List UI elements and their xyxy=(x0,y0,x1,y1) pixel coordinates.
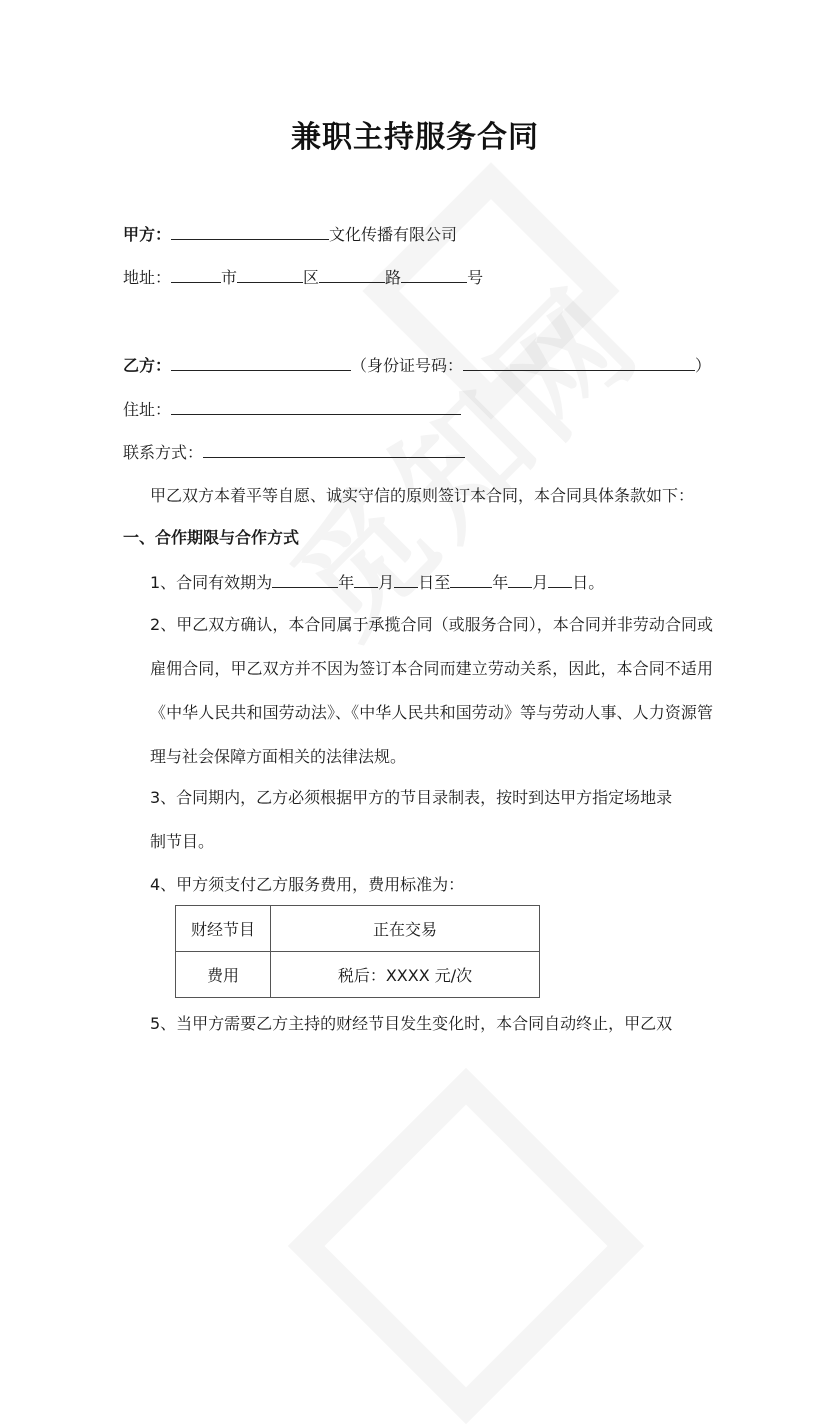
id-number-close: ） xyxy=(695,356,712,375)
party-b-label: 乙方： xyxy=(123,356,172,375)
start-year-field[interactable] xyxy=(272,570,338,588)
fee-table-label: 费用 xyxy=(176,952,271,998)
city-label: 市 xyxy=(221,268,238,287)
id-number-field[interactable] xyxy=(463,353,695,371)
intro-paragraph: 甲乙双方本着平等自愿、诚实守信的原则签订本合同，本合同具体条款如下： xyxy=(150,486,695,505)
party-b-line xyxy=(123,353,711,377)
start-month-field[interactable] xyxy=(354,570,378,588)
party-a-address-line xyxy=(123,265,483,289)
residence-field[interactable] xyxy=(171,397,461,415)
party-a-name-field[interactable] xyxy=(171,222,329,240)
district-label: 区 xyxy=(303,268,320,287)
number-field[interactable] xyxy=(401,265,467,283)
watermark-frame-bottom xyxy=(288,1068,644,1424)
end-month-field[interactable] xyxy=(508,570,532,588)
table-row xyxy=(176,952,540,998)
fee-table xyxy=(175,905,540,998)
contact-field[interactable] xyxy=(203,440,465,458)
party-a-line xyxy=(123,222,457,246)
residence-label: 住址： xyxy=(123,400,172,419)
contact-label: 联系方式： xyxy=(123,443,204,462)
district-field[interactable] xyxy=(237,265,303,283)
item-2-paragraph xyxy=(123,603,713,779)
item-5-text: 5、当甲方需要乙方主持的财经节目发生变化时，本合同自动终止，甲乙双 xyxy=(150,1014,673,1033)
item-3-line-1: 3、合同期内，乙方必须根据甲方的节目录制表，按时到达甲方指定场地录 xyxy=(150,788,673,807)
party-b-name-field[interactable] xyxy=(171,353,351,371)
end-day-field[interactable] xyxy=(548,570,572,588)
residence-line xyxy=(123,397,461,421)
party-a-label: 甲方： xyxy=(123,225,172,244)
id-number-label: （身份证号码： xyxy=(351,356,464,375)
city-field[interactable] xyxy=(171,265,221,283)
fee-table-value: 税后：XXXX 元/次 xyxy=(271,952,540,998)
item-1-term xyxy=(150,570,604,594)
party-a-company-suffix: 文化传播有限公司 xyxy=(329,225,458,244)
year-label: 年 xyxy=(492,573,509,592)
start-day-field[interactable] xyxy=(394,570,418,588)
month-label: 月 xyxy=(378,573,395,592)
day-label: 日。 xyxy=(572,573,605,592)
watermark-frame xyxy=(362,162,619,419)
fee-table-value: 正在交易 xyxy=(271,906,540,952)
day-to-label: 日至 xyxy=(418,573,451,592)
fee-table-label: 财经节目 xyxy=(176,906,271,952)
item-3-line-2: 制节目。 xyxy=(150,832,215,851)
contact-line xyxy=(123,440,465,464)
address-label: 地址： xyxy=(123,268,172,287)
item-1-prefix: 1、合同有效期为 xyxy=(150,573,273,592)
table-row xyxy=(176,906,540,952)
month-label: 月 xyxy=(532,573,549,592)
section-1-heading: 一、合作期限与合作方式 xyxy=(123,528,300,547)
year-label: 年 xyxy=(338,573,355,592)
item-4-text: 4、甲方须支付乙方服务费用，费用标准为： xyxy=(150,875,465,894)
item-2-text: 2、甲乙双方确认，本合同属于承揽合同（或服务合同），本合同并非劳动合同或雇佣合同，甲乙双方并不因为签订本合同而建立劳动关系，因此，本合同不适用《中华人民共和国劳动法》、《中华人民共和国劳动》等与劳动人事、人力资源管理与社会保障方面相关的法律法规。 xyxy=(150,615,713,766)
road-field[interactable] xyxy=(319,265,385,283)
end-year-field[interactable] xyxy=(450,570,492,588)
number-label: 号 xyxy=(467,268,484,287)
road-label: 路 xyxy=(385,268,402,287)
document-title: 兼职主持服务合同 xyxy=(291,120,539,155)
